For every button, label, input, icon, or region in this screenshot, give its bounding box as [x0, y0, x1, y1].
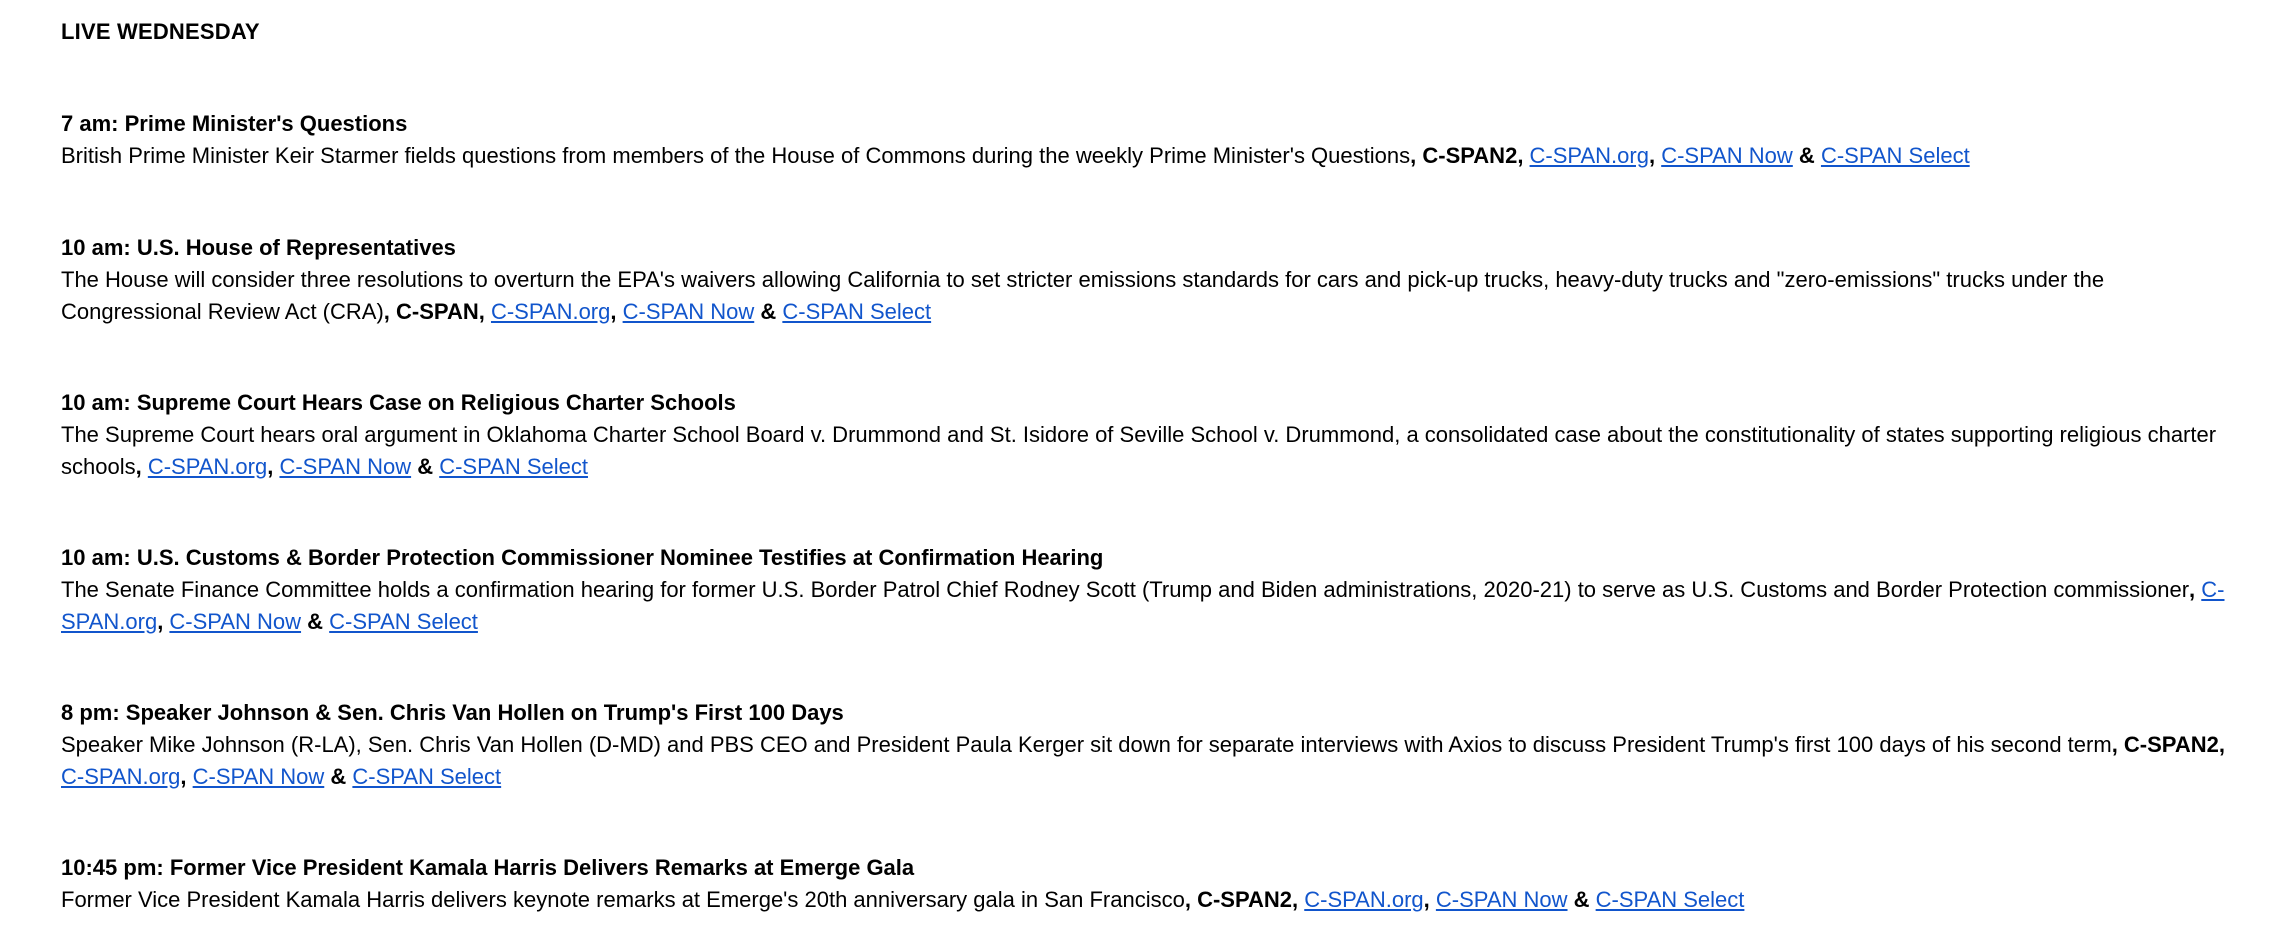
cspan-org-link[interactable]: C-SPAN.org [1529, 143, 1649, 168]
program-title: 8 pm: Speaker Johnson & Sen. Chris Van Hollen on Trump's First 100 Days [61, 700, 844, 725]
program-description: The Senate Finance Committee holds a confirmation hearing for former U.S. Border Patrol Chief Rodney Scott (Trump and Biden administrations, 2020-21) to serve as U.S. Customs and Border Protection commissioner, C-SPAN.org, C-SPAN Now & C-SPAN Select [61, 577, 2225, 634]
network-label: C-SPAN2 [1422, 143, 1518, 168]
program-description: British Prime Minister Keir Starmer fields questions from members of the House of Commons during the weekly Prime Minister's Questions, C-SPAN2, C-SPAN.org, C-SPAN Now & C-SPAN Select [61, 143, 1970, 168]
description-text: Former Vice President Kamala Harris delivers keynote remarks at Emerge's 20th anniversary gala in San Francisco [61, 887, 1185, 912]
program-description: Former Vice President Kamala Harris delivers keynote remarks at Emerge's 20th anniversary gala in San Francisco, C-SPAN2, C-SPAN.org, C-SPAN Now & C-SPAN Select [61, 887, 1745, 912]
cspan-org-link[interactable]: C-SPAN.org [147, 454, 268, 479]
program-title: 10 am: U.S. Customs & Border Protection Commissioner Nominee Testifies at Confirmation Hearing [61, 545, 1104, 570]
cspan-org-link[interactable]: C-SPAN.org [61, 577, 2225, 634]
network-label: C-SPAN2 [2123, 732, 2219, 757]
description-text: The House will consider three resolutions to overturn the EPA's waivers allowing California to set stricter emissions standards for cars and pick-up trucks, heavy-duty trucks and "zero-emissions" trucks under the Congressional Review Act (CRA) [61, 267, 2105, 324]
program-description: The House will consider three resolutions to overturn the EPA's waivers allowing California to set stricter emissions standards for cars and pick-up trucks, heavy-duty trucks and "zero-emissions" trucks under the Congressional Review Act (CRA), C-SPAN, C-SPAN.org, C-SPAN Now & C-SPAN Select [61, 267, 2105, 324]
program-item [61, 387, 2241, 483]
program-item [61, 852, 2241, 916]
cspan-now-link[interactable]: C-SPAN Now [279, 454, 412, 479]
description-text: The Senate Finance Committee holds a confirmation hearing for former U.S. Border Patrol Chief Rodney Scott (Trump and Biden administrations, 2020-21) to serve as U.S. Customs and Border Protection commissioner [61, 577, 2190, 602]
cspan-select-link[interactable]: C-SPAN Select [1820, 143, 1970, 168]
description-text: The Supreme Court hears oral argument in Oklahoma Charter School Board v. Drummond and St. Isidore of Seville School v. Drummond, a consolidated case about the constitutionality of states supporting religious charter schools [61, 422, 2217, 479]
program-title: 7 am: Prime Minister's Questions [61, 111, 408, 136]
description-text: British Prime Minister Keir Starmer fields questions from members of the House of Commons during the weekly Prime Minister's Questions [61, 143, 1411, 168]
network-label: C-SPAN [396, 299, 479, 324]
cspan-org-link[interactable]: C-SPAN.org [1304, 887, 1424, 912]
cspan-select-link[interactable]: C-SPAN Select [352, 764, 502, 789]
program-item [61, 108, 2241, 172]
cspan-org-link[interactable]: C-SPAN.org [490, 299, 611, 324]
cspan-select-link[interactable]: C-SPAN Select [439, 454, 588, 479]
cspan-org-link[interactable]: C-SPAN.org [61, 764, 181, 789]
page-heading: LIVE WEDNESDAY [61, 19, 260, 44]
program-item [61, 542, 2241, 638]
description-text: Speaker Mike Johnson (R-LA), Sen. Chris Van Hollen (D-MD) and PBS CEO and President Paula Kerger sit down for separate interviews with Axios to discuss President Trump's first 100 days of his second term [61, 732, 2112, 757]
cspan-now-link[interactable]: C-SPAN Now [622, 299, 755, 324]
cspan-select-link[interactable]: C-SPAN Select [1595, 887, 1745, 912]
program-description: Speaker Mike Johnson (R-LA), Sen. Chris Van Hollen (D-MD) and PBS CEO and President Paula Kerger sit down for separate interviews with Axios to discuss President Trump's first 100 days of his second term, C-SPAN2, C-SPAN.org, C-SPAN Now & C-SPAN Select [61, 732, 2225, 789]
cspan-select-link[interactable]: C-SPAN Select [329, 609, 478, 634]
program-title: 10 am: Supreme Court Hears Case on Religious Charter Schools [61, 390, 736, 415]
cspan-now-link[interactable]: C-SPAN Now [1661, 143, 1793, 168]
cspan-select-link[interactable]: C-SPAN Select [782, 299, 932, 324]
cspan-now-link[interactable]: C-SPAN Now [169, 609, 302, 634]
cspan-now-link[interactable]: C-SPAN Now [1435, 887, 1568, 912]
program-description: The Supreme Court hears oral argument in Oklahoma Charter School Board v. Drummond and St. Isidore of Seville School v. Drummond, a consolidated case about the constitutionality of states supporting religious charter schools, C-SPAN.org, C-SPAN Now & C-SPAN Select [61, 422, 2217, 479]
network-label: C-SPAN2 [1197, 887, 1293, 912]
program-title: 10 am: U.S. House of Representatives [61, 235, 456, 260]
program-item [61, 232, 2241, 328]
cspan-now-link[interactable]: C-SPAN Now [192, 764, 325, 789]
program-item [61, 697, 2241, 793]
program-title: 10:45 pm: Former Vice President Kamala Harris Delivers Remarks at Emerge Gala [61, 855, 915, 880]
